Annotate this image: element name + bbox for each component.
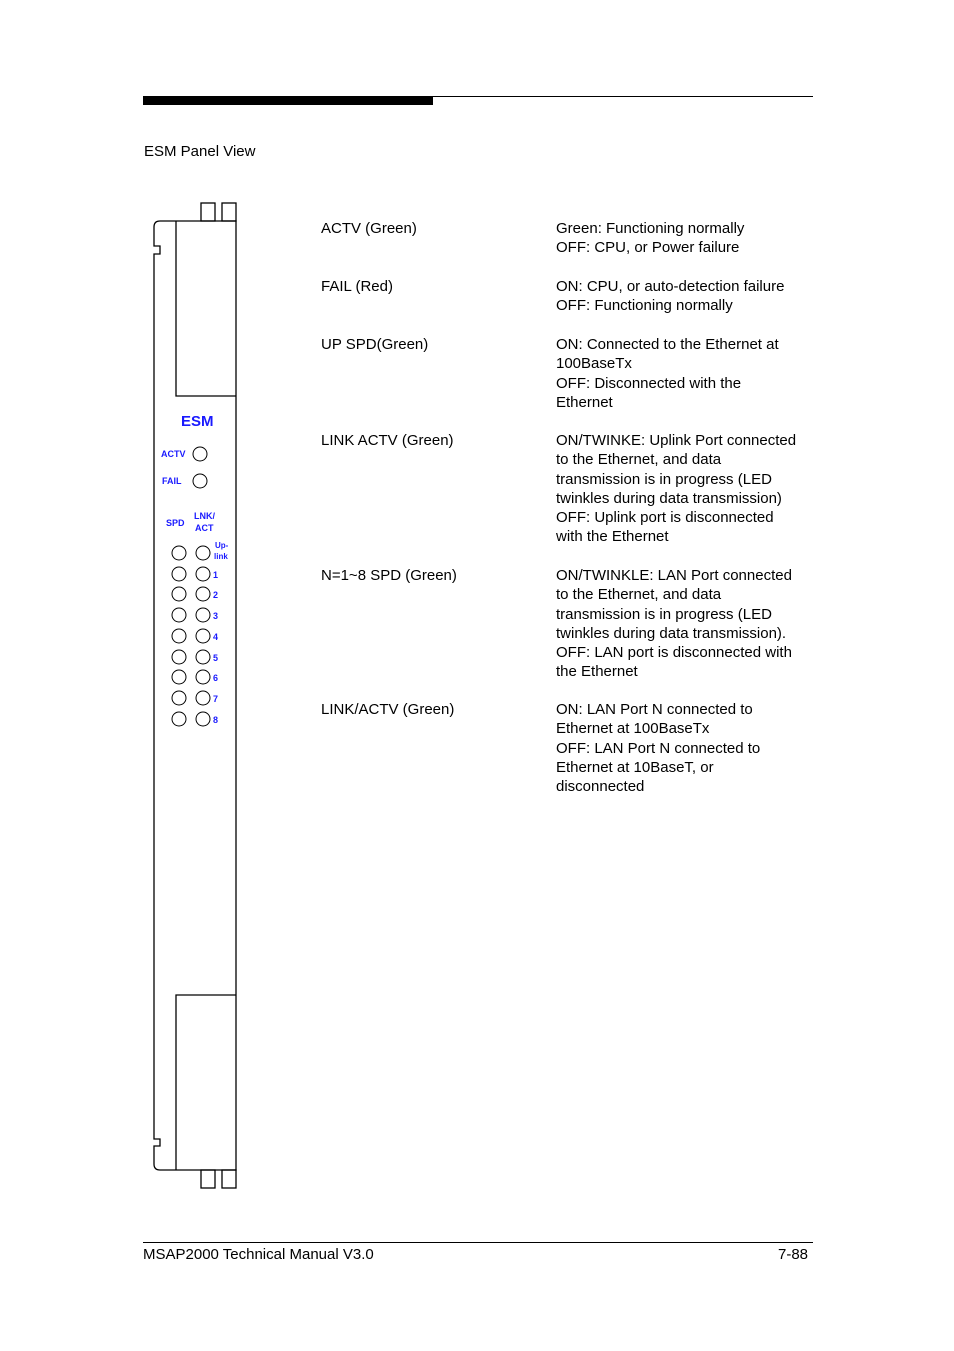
port-link-led [196, 670, 210, 684]
port-spd-led [172, 567, 186, 581]
led-meaning-line: OFF: LAN Port N connected to [556, 739, 761, 757]
port-number-label: 7 [213, 694, 219, 704]
led-meaning-line: twinkles during data transmission) [556, 489, 782, 507]
top-connector-right [222, 203, 236, 221]
uplink-label-line1: Up- [215, 541, 229, 550]
port-number-label: 4 [213, 632, 219, 642]
led-meaning [556, 700, 818, 796]
led-meaning [556, 335, 818, 412]
port-number-label: 3 [213, 611, 219, 621]
fail-label: FAIL [162, 476, 182, 486]
led-meaning-line: disconnected [556, 778, 645, 796]
port-number-label: 5 [213, 653, 219, 663]
port-number-label: 1 [213, 570, 219, 580]
led-meaning [556, 277, 818, 316]
led-meaning-line: OFF: CPU, or Power failure [556, 239, 740, 257]
port-link-led [196, 650, 210, 664]
led-meaning-line: transmission is in progress (LED [556, 470, 772, 488]
link-column-label-line1: LNK/ [194, 511, 215, 521]
port-link-led [196, 629, 210, 643]
led-meaning-line: 100BaseTx [556, 355, 632, 373]
port-spd-led [172, 691, 186, 705]
led-meaning-line: OFF: LAN port is disconnected with [556, 644, 792, 662]
led-name: FAIL (Red) [321, 278, 393, 295]
port-spd-led [172, 629, 186, 643]
front-plate-outline [154, 221, 236, 1170]
section-title: ESM Panel View [144, 143, 256, 160]
led-name: N=1~8 SPD (Green) [321, 567, 457, 584]
footer-page-number: 7-88 [778, 1246, 809, 1263]
port-spd-led [172, 608, 186, 622]
led-name: ACTV (Green) [321, 220, 417, 237]
led-meaning-line: Green: Functioning normally [556, 220, 745, 237]
port-link-led [196, 712, 210, 726]
spd-column-label: SPD [166, 518, 185, 528]
port-number-label: 8 [213, 715, 219, 725]
led-meaning-line: to the Ethernet, and data [556, 451, 722, 469]
led-meaning-line: with the Ethernet [556, 528, 669, 546]
port-spd-led [172, 670, 186, 684]
led-name: LINK ACTV (Green) [321, 432, 454, 449]
fail-led [193, 474, 207, 488]
port-link-led [196, 691, 210, 705]
led-meaning-line: ON: CPU, or auto-detection failure [556, 278, 785, 295]
led-meaning-line: Ethernet at 100BaseTx [556, 720, 710, 738]
led-meaning-line: ON/TWINKLE: LAN Port connected [556, 567, 792, 584]
led-meaning-line: Ethernet [556, 393, 613, 411]
led-meaning-line: transmission is in progress (LED [556, 605, 772, 623]
led-name: LINK/ACTV (Green) [321, 701, 455, 718]
port-link-led [196, 587, 210, 601]
led-meaning-line: OFF: Functioning normally [556, 297, 733, 315]
led-meaning [556, 219, 818, 258]
led-name: UP SPD(Green) [321, 336, 429, 353]
port-number-label: 6 [213, 673, 219, 683]
led-meaning-line: ON/TWINKE: Uplink Port connected [556, 432, 797, 449]
led-meaning-line: OFF: Uplink port is disconnected [556, 509, 774, 527]
led-meaning [556, 566, 818, 682]
led-meaning-line: the Ethernet [556, 663, 638, 681]
footer-rule [143, 1242, 813, 1243]
bottom-connector-left [201, 1170, 215, 1188]
led-meaning-line: ON: Connected to the Ethernet at [556, 336, 779, 353]
uplink-spd-led [172, 546, 186, 560]
port-spd-led [172, 650, 186, 664]
link-column-label-line2: ACT [195, 523, 214, 533]
header-rule-thin [433, 96, 813, 97]
led-meaning-line: OFF: Disconnected with the [556, 374, 742, 392]
module-name-label: ESM [181, 413, 214, 430]
uplink-label-line2: link [214, 552, 228, 561]
uplink-link-led [196, 546, 210, 560]
bottom-connector-right [222, 1170, 236, 1188]
actv-led [193, 447, 207, 461]
led-meaning-line: Ethernet at 10BaseT, or [556, 758, 714, 776]
actv-label: ACTV [161, 449, 186, 459]
port-spd-led [172, 587, 186, 601]
led-meaning-line: to the Ethernet, and data [556, 586, 722, 604]
port-number-label: 2 [213, 590, 219, 600]
led-meaning [556, 431, 818, 547]
port-link-led [196, 608, 210, 622]
port-spd-led [172, 712, 186, 726]
esm-panel-diagram [0, 0, 260, 1200]
led-meaning-line: twinkles during data transmission). [556, 624, 787, 642]
led-meaning-line: ON: LAN Port N connected to [556, 701, 753, 718]
port-link-led [196, 567, 210, 581]
top-connector-left [201, 203, 215, 221]
footer-manual-title: MSAP2000 Technical Manual V3.0 [143, 1246, 374, 1263]
